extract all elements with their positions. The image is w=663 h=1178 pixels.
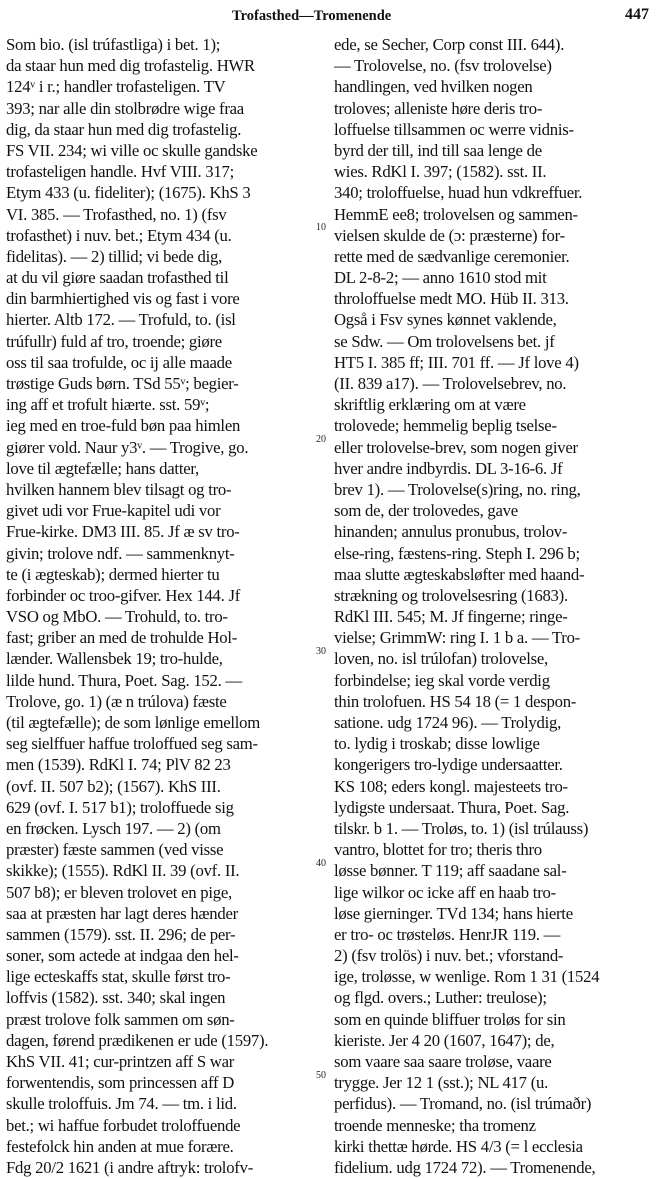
left-column-line: trofasthet) i nuv. bet.; Etym 434 (u. <box>6 225 232 245</box>
right-column-line: skriftlig erklæring om at være <box>334 395 526 415</box>
left-column-line: skulle troloffuis. Jm 74. — tm. i lid. <box>6 1094 237 1114</box>
right-column-line: løse gierninger. TVd 134; hans hierte <box>334 903 573 923</box>
left-column-line: dagen, førend prædikenen er ude (1597). <box>6 1030 269 1050</box>
right-column-line: som de, der trolovedes, gave <box>334 501 518 521</box>
left-column <box>6 34 306 1178</box>
right-column <box>334 34 648 1178</box>
left-column-line: hierter. Altb 172. — Trofuld, to. (isl <box>6 310 236 330</box>
right-column-line: som en quinde bliffuer troløs for sin <box>334 1009 566 1029</box>
right-column-line: ige, troløsse, w wenlige. Rom 1 31 (1524 <box>334 967 600 987</box>
left-column-line: Trolove, go. 1) (æ n trúlova) fæste <box>6 691 227 711</box>
right-column-line: satione. udg 1724 96). — Trolydig, <box>334 713 561 732</box>
left-column-line: Fdg 20/2 1621 (i andre aftryk: trolofv- <box>6 1157 253 1177</box>
line-number-marker: 10 <box>316 222 326 233</box>
right-column-line: og flgd. overs.; Luther: treulose); <box>334 988 547 1008</box>
right-column-line: maa slutte ægteskabsløfter med haand- <box>334 564 585 584</box>
right-column-line: DL 2-8-2; — anno 1610 stod mit <box>334 268 547 288</box>
right-column-line: HT5 I. 385 ff; III. 701 ff. — Jf love 4) <box>334 352 579 372</box>
left-column-line: giører vold. Naur y3ᵛ. — Trogive, go. <box>6 437 249 457</box>
left-column-line: 393; nar alle din stolbrødre wige fraa <box>6 98 244 118</box>
line-number-marker: 40 <box>316 858 326 869</box>
left-column-line: da staar hun med dig trofastelig. HWR <box>6 56 255 76</box>
right-column-line: trolovede; hemmelig beplig tselse- <box>334 416 557 436</box>
left-column-line: seg sielffuer haffue troloffued seg sam- <box>6 734 258 754</box>
left-column-line: lilde hund. Thura, Poet. Sag. 152. — <box>6 670 242 690</box>
left-column-line: at du vil giøre saadan trofasthed til <box>6 268 229 288</box>
right-column-line: (II. 839 a17). — Trolovelsebrev, no. <box>334 374 567 393</box>
left-column-line: KhS VII. 41; cur-printzen aff S war <box>6 1052 235 1071</box>
line-number-marker: 20 <box>316 434 326 445</box>
right-column-line: lydigste undersaat. Thura, Poet. Sag. <box>334 797 570 817</box>
left-column-line: lige ecteskaffs stat, skulle først tro- <box>6 967 231 987</box>
right-column-line: KS 108; eders kongl. majesteets tro- <box>334 776 568 796</box>
right-column-line: thin trolofuen. HS 54 18 (= 1 despon- <box>334 691 577 711</box>
left-column-line: men (1539). RdKl I. 74; PlV 82 23 <box>6 755 231 775</box>
left-column-line: festefolck hin anden at mue forære. <box>6 1136 234 1156</box>
right-column-line: vantro, blottet for tro; theris thro <box>334 840 542 860</box>
right-column-line: brev 1). — Trolovelse(s)ring, no. ring, <box>334 479 581 499</box>
left-column-line: præst trolove folk sammen om søn- <box>6 1009 235 1029</box>
left-column-line: ing aff et trofult hiærte. sst. 59ᵛ; <box>6 395 210 415</box>
left-column-line: ieg med en troe-fuld bøn paa himlen <box>6 416 241 436</box>
right-column-line: vielse; GrimmW: ring I. 1 b a. — Tro- <box>334 628 580 648</box>
right-column-line: se Sdw. — Om trolovelsens bet. jf <box>334 331 555 351</box>
left-column-line: forwentendis, som princessen aff D <box>6 1073 235 1093</box>
left-column-line: skikke); (1555). RdKl II. 39 (ovf. II. <box>6 861 240 881</box>
left-column-line: bet.; wi haffue forbudet troloffuende <box>6 1115 241 1135</box>
left-column-line: love til ægtefælle; hans datter, <box>6 458 199 478</box>
right-column-line: eller trolovelse-brev, som nogen giver <box>334 437 578 457</box>
right-column-line: throloffuelse medt MO. Hüb II. 313. <box>334 289 569 309</box>
left-column-line: 507 b8); er bleven trolovet en pige, <box>6 882 232 902</box>
left-column-line: saa at præsten har lagt deres hænder <box>6 903 238 923</box>
left-column-line: te (i ægteskab); dermed hierter tu <box>6 564 220 584</box>
left-column-line: din barmhiertighed vis og fast i vore <box>6 289 240 309</box>
right-column-line: kirki thettæ hørde. HS 4/3 (= l ecclesia <box>334 1136 583 1156</box>
left-column-line: hvilken hannem blev tilsagt og tro- <box>6 479 232 499</box>
right-column-line: løsse bønner. T 119; aff saadane sal- <box>334 861 567 881</box>
right-column-line: kieriste. Jer 4 20 (1607, 1647); de, <box>334 1030 555 1050</box>
right-column-line: tilskr. b 1. — Troløs, to. 1) (isl trúlauss) <box>334 818 589 838</box>
running-head <box>0 4 663 30</box>
left-column-line: Som bio. (isl trúfastliga) i bet. 1); <box>6 35 221 54</box>
left-column-line: sammen (1579). sst. II. 296; de per- <box>6 924 236 944</box>
right-column-line: er tro- oc trøsteløs. HenrJR 119. — <box>334 924 561 944</box>
right-column-line: trygge. Jer 12 1 (sst.); NL 417 (u. <box>334 1073 549 1093</box>
left-column-line: givin; trolove ndf. — sammenknyt- <box>6 543 235 563</box>
left-column-line: givet udi vor Frue-kapitel udi vor <box>6 501 221 521</box>
right-column-line: vielsen skulde de (ɔ: præsterne) for- <box>334 225 565 245</box>
left-column-line: lænder. Wallensbek 19; tro-hulde, <box>6 649 223 669</box>
right-column-line: som vaare saa saare troløse, vaare <box>334 1052 552 1071</box>
right-column-line: troloves; alleniste høre deris tro- <box>334 98 543 118</box>
right-column-line: strækning og trolovelsesring (1683). <box>334 585 568 605</box>
right-column-line: loven, no. isl trúlofan) trolovelse, <box>334 649 548 669</box>
left-column-line: fast; griber an med de trohulde Hol- <box>6 628 238 648</box>
left-column-line: soner, som actede at indgaa den hel- <box>6 946 239 966</box>
right-column-line: Også i Fsv synes kønnet vaklende, <box>334 310 557 330</box>
right-column-line: handlingen, ved hvilken nogen <box>334 77 533 97</box>
right-column-line: forbindelse; ieg skal vorde verdig <box>334 670 550 690</box>
right-column-line: loffuelse tillsammen oc werre vidnis- <box>334 119 574 139</box>
left-column-line: trúfullr) fuld af tro, troende; giøre <box>6 331 222 351</box>
line-number-marker: 50 <box>316 1070 326 1081</box>
right-column-line: 340; troloffuelse, huad hun vdkreffuer. <box>334 183 583 203</box>
right-column-line: else-ring, fæstens-ring. Steph I. 296 b; <box>334 543 580 563</box>
page-number: 447 <box>625 6 649 23</box>
left-column-line: 629 (ovf. I. 517 b1); troloffuede sig <box>6 797 234 817</box>
right-column-line: ede, se Secher, Corp const III. 644). <box>334 35 565 54</box>
right-column-line: RdKl III. 545; M. Jf fingerne; ringe- <box>334 607 568 627</box>
left-column-line: VI. 385. — Trofasthed, no. 1) (fsv <box>6 204 227 224</box>
right-column-line: hver andre indbyrdis. DL 3-16-6. Jf <box>334 458 563 478</box>
left-column-line: dig, da staar hun med dig trofastelig. <box>6 119 242 139</box>
left-column-line: Frue-kirke. DM3 III. 85. Jf æ sv tro- <box>6 522 240 542</box>
right-column-line: 2) (fsv trolös) i nuv. bet.; vforstand- <box>334 946 564 966</box>
right-column-line: troende menneske; tha tromenz <box>334 1115 536 1135</box>
left-column-line: fidelitas). — 2) tillid; vi bede dig, <box>6 246 222 266</box>
right-column-line: to. lydig i troskab; disse lowlige <box>334 734 540 754</box>
left-column-line: forbinder oc troo-gifver. Hex 144. Jf <box>6 585 241 605</box>
line-number-marker: 30 <box>316 646 326 657</box>
right-column-line: fidelium. udg 1724 72). — Tromenende, <box>334 1157 596 1177</box>
left-column-line: FS VII. 234; wi ville oc skulle gandske <box>6 140 258 160</box>
left-column-line: 124ᵛ i r.; handler trofasteligen. TV <box>6 77 226 97</box>
left-column-line: oss til saa trofulde, oc ij alle maade <box>6 352 232 372</box>
right-column-line: kongerigers tro-lydige undersaatter. <box>334 755 563 775</box>
right-column-line: rette med de sædvanlige ceremonier. <box>334 246 570 266</box>
left-column-line: VSO og MbO. — Trohuld, to. tro- <box>6 607 228 627</box>
left-column-line: loffvis (1582). sst. 340; skal ingen <box>6 988 226 1008</box>
right-column-line: wies. RdKl I. 397; (1582). sst. II. <box>334 162 547 182</box>
right-column-line: byrd der till, ind till saa lenge de <box>334 140 542 160</box>
left-column-line: Etym 433 (u. fideliter); (1675). KhS 3 <box>6 183 251 203</box>
left-column-line: (til ægtefælle); de som lønlige emellom <box>6 713 260 732</box>
left-column-line: en frøcken. Lysch 197. — 2) (om <box>6 818 221 838</box>
right-column-line: HemmE ee8; trolovelsen og sammen- <box>334 204 578 224</box>
right-column-line: perfidus). — Tromand, no. (isl trúmaðr) <box>334 1094 592 1114</box>
running-title: Trofasthed—Tromenende <box>232 8 392 24</box>
left-column-line: (ovf. II. 507 b2); (1567). KhS III. <box>6 776 221 796</box>
right-column-line: hinanden; annulus pronubus, trolov- <box>334 522 568 542</box>
left-column-line: trøstige Guds børn. TSd 55ᵛ; begier- <box>6 374 239 393</box>
left-column-line: trofasteligen handle. Hvf VIII. 317; <box>6 162 234 182</box>
left-column-line: præster) fæste sammen (ved visse <box>6 840 224 860</box>
right-column-line: — Trolovelse, no. (fsv trolovelse) <box>334 56 552 76</box>
right-column-line: lige wilkor oc icke aff en haab tro- <box>334 882 556 902</box>
